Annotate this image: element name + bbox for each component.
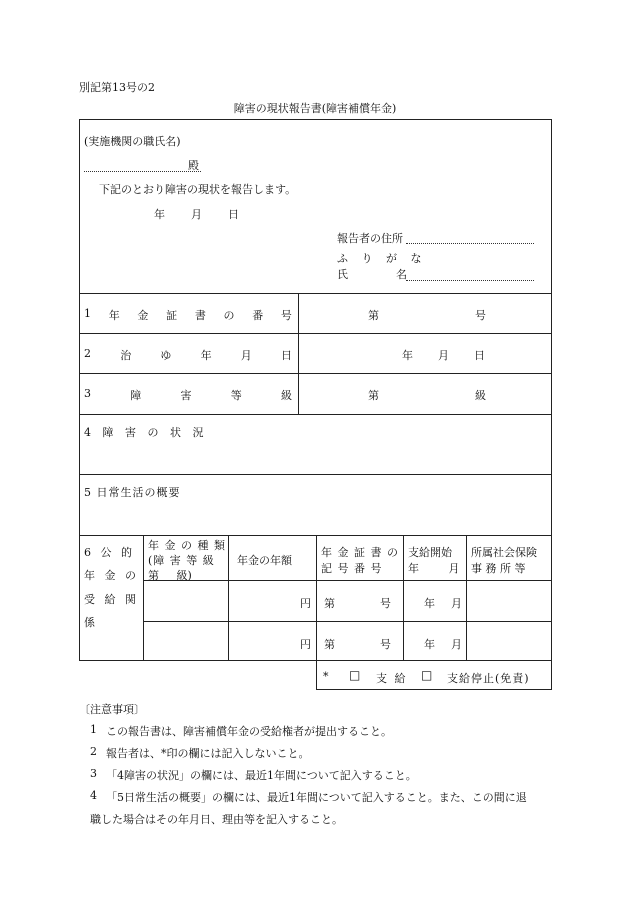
divider — [466, 535, 467, 661]
note-text: 「5日常生活の概要」の欄には、最近1年間について記入すること。また、この間に退 — [106, 791, 527, 804]
col-type-3: 第 級) — [148, 569, 192, 582]
reporter-name-field[interactable] — [406, 280, 534, 281]
col-cert-2: 記 号 番 号 — [321, 562, 383, 575]
public-pension-label-1: 6 公 的 — [84, 546, 135, 559]
date-day: 日 — [228, 208, 239, 221]
amount-unit: 円 — [300, 638, 311, 651]
cert-suffix: 号 — [380, 597, 391, 610]
start-month: 月 — [451, 597, 462, 610]
divider — [228, 535, 229, 661]
pension-cert-suffix: 号 — [475, 309, 486, 322]
cure-date-label: 2 治 ゆ 年 月 日 — [84, 347, 292, 362]
date-month: 月 — [191, 208, 202, 221]
daily-life-label: 5 日常生活の概要 — [84, 486, 181, 499]
addressee-label: (実施機関の職氏名) — [84, 135, 181, 148]
col-type-1: 年 金 の 種 類 — [148, 539, 226, 552]
notes-title: 〔注意事項〕 — [79, 703, 145, 716]
note-num: 2 — [90, 745, 97, 758]
cure-month: 月 — [438, 349, 449, 362]
addressee-field[interactable] — [84, 171, 201, 172]
divider — [79, 474, 552, 475]
start-month: 月 — [451, 638, 462, 651]
name-label-1: 氏 — [337, 268, 348, 281]
note-num: 3 — [90, 767, 97, 780]
option-payment: 支 給 — [376, 672, 408, 685]
divider — [79, 373, 552, 374]
disability-status-label: 4 障 害 の 状 況 — [84, 426, 208, 439]
public-pension-label-3: 受 給 関 — [84, 593, 139, 606]
divider — [143, 621, 552, 622]
cert-prefix: 第 — [324, 638, 335, 651]
public-pension-label-4: 係 — [84, 616, 95, 629]
form-number: 別記第13号の2 — [79, 81, 155, 94]
checkbox-icon[interactable]: □ — [349, 668, 361, 682]
col-type-2: (障 害 等 級 — [148, 554, 215, 567]
cert-prefix: 第 — [324, 597, 335, 610]
start-year: 年 — [424, 597, 435, 610]
col-start-1: 支給開始 — [408, 546, 452, 559]
furigana-label: ふ り が な — [337, 252, 427, 265]
col-office-2: 事 務 所 等 — [471, 562, 526, 575]
disability-grade-label: 3 障 害 等 級 — [84, 387, 292, 402]
divider — [403, 535, 404, 661]
office-asterisk: * — [323, 670, 329, 683]
pension-cert-prefix: 第 — [368, 309, 379, 322]
reporter-address-label: 報告者の住所 — [337, 232, 403, 245]
grade-suffix: 級 — [475, 389, 486, 402]
name-label-2: 名 — [396, 268, 407, 281]
divider — [298, 293, 299, 414]
form-title: 障害の現状報告書(障害補償年金) — [233, 102, 397, 115]
col-amount: 年金の年額 — [237, 554, 292, 567]
col-start-2: 年 月 — [408, 562, 460, 575]
report-statement: 下記のとおり障害の現状を報告します。 — [99, 183, 297, 196]
option-suspension: 支給停止(免責) — [447, 672, 530, 685]
public-pension-label-2: 年 金 の — [84, 569, 139, 582]
divider — [143, 535, 144, 661]
col-cert-1: 年 金 証 書 の — [321, 546, 399, 559]
note-text: 報告者は、*印の欄には記入しないこと。 — [106, 747, 310, 760]
divider — [316, 535, 317, 661]
col-office-1: 所属社会保険 — [471, 546, 537, 559]
cure-day: 日 — [474, 349, 485, 362]
cert-suffix: 号 — [380, 638, 391, 651]
divider — [79, 293, 552, 294]
checkbox-icon[interactable]: □ — [421, 668, 433, 682]
divider — [79, 333, 552, 334]
pension-cert-label: 1 年 金 証 書 の 番 号 — [84, 307, 292, 322]
divider — [143, 580, 552, 581]
amount-unit: 円 — [300, 597, 311, 610]
note-text: この報告書は、障害補償年金の受給権者が提出すること。 — [106, 725, 392, 738]
date-year: 年 — [154, 208, 165, 221]
divider — [79, 414, 552, 415]
grade-prefix: 第 — [368, 389, 379, 402]
note-text-continuation: 職した場合はその年月日、理由等を記入すること。 — [90, 813, 343, 826]
note-num: 4 — [90, 789, 97, 802]
start-year: 年 — [424, 638, 435, 651]
note-text: 「4障害の状況」の欄には、最近1年間について記入すること。 — [106, 769, 417, 782]
honorific: 殿 — [188, 159, 199, 172]
cure-year: 年 — [402, 349, 413, 362]
note-num: 1 — [90, 723, 97, 736]
reporter-address-field[interactable] — [406, 243, 534, 244]
